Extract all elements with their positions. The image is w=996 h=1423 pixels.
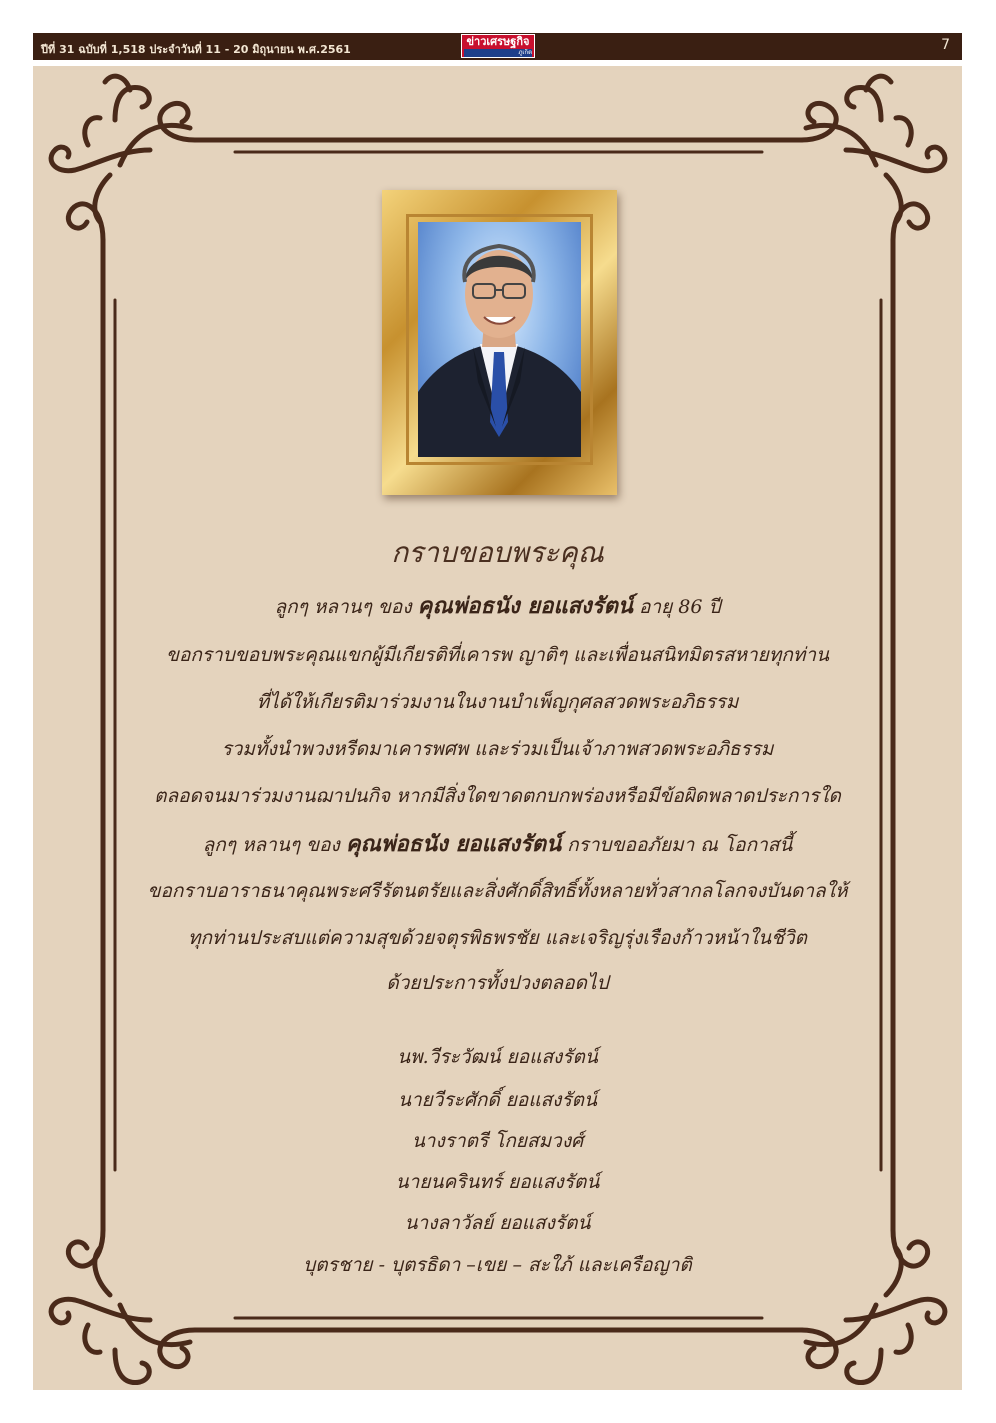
card-title: กราบขอบพระคุณ [391,536,604,569]
portrait-photo-icon [418,222,581,457]
portrait-frame [382,190,617,495]
line1-prefix: ลูกๆ หลานๆ ของ [274,596,412,618]
logo-title: ข่าวเศรษฐกิจ [466,35,530,48]
message-line-5: ตลอดจนมาร่วมงานฌาปนกิจ หากมีสิ่งใดขาดตกบกพร่องหรือมีข้อผิดพลาดประการใด [154,785,841,807]
signatory-4: นายนครินทร์ ยอแสงรัตน์ [395,1171,600,1193]
issue-info: ปีที่ 31 ฉบับที่ 1,518 ประจำวันที่ 11 - 20 มิถุนายน พ.ศ.2561 [41,43,351,56]
message-line-3: ที่ได้ให้เกียรติมาร่วมงานในงานบำเพ็ญกุศลสวดพระอภิธรรม [256,691,739,713]
message-line-1 [33,588,962,623]
message-line-2: ขอกราบขอบพระคุณแขกผู้มีเกียรติที่เคารพ ญาติๆ และเพื่อนสนิทมิตรสหายทุกท่าน [165,644,830,666]
line6-prefix: ลูกๆ หลานๆ ของ [202,834,340,856]
logo-subtitle: ภูเก็ต [464,49,532,57]
message-line-6 [33,826,962,861]
deceased-name: คุณพ่อธนัง ยอแสงรัตน์ [417,593,633,619]
message-line-7: ขอกราบอาราธนาคุณพระศรีรัตนตรัยและสิ่งศักดิ์สิทธิ์ทั้งหลายทั่วสากลโลกจงบันดาลให้ [147,880,848,902]
deceased-name-2: คุณพ่อธนัง ยอแสงรัตน์ [345,831,562,857]
line6-suffix: กราบขออภัยมา ณ โอกาสนี้ [567,834,793,856]
line1-suffix: อายุ 86 ปี [639,596,721,618]
signatory-5: นางลาวัลย์ ยอแสงรัตน์ [404,1212,591,1234]
message-line-4: รวมทั้งนำพวงหรีดมาเคารพศพ และร่วมเป็นเจ้าภาพสวดพระอภิธรรม [221,738,774,760]
family-line: บุตรชาย - บุตรธิดา –เขย – สะใภ้ และเครือญาติ [303,1254,692,1276]
message-line-8: ทุกท่านประสบแต่ความสุขด้วยจตุรพิธพรชัย และเจริญรุ่งเรืองก้าวหน้าในชีวิต [188,927,807,949]
signatory-2: นายวีระศักดิ์ ยอแสงรัตน์ [397,1089,597,1111]
page-number: 7 [941,37,950,53]
message-line-9: ด้วยประการทั้งปวงตลอดไป [386,972,609,994]
signatory-3: นางราตรี โกยสมวงศ์ [411,1130,584,1152]
signatory-1: นพ.วีระวัฒน์ ยอแสงรัตน์ [397,1046,598,1068]
